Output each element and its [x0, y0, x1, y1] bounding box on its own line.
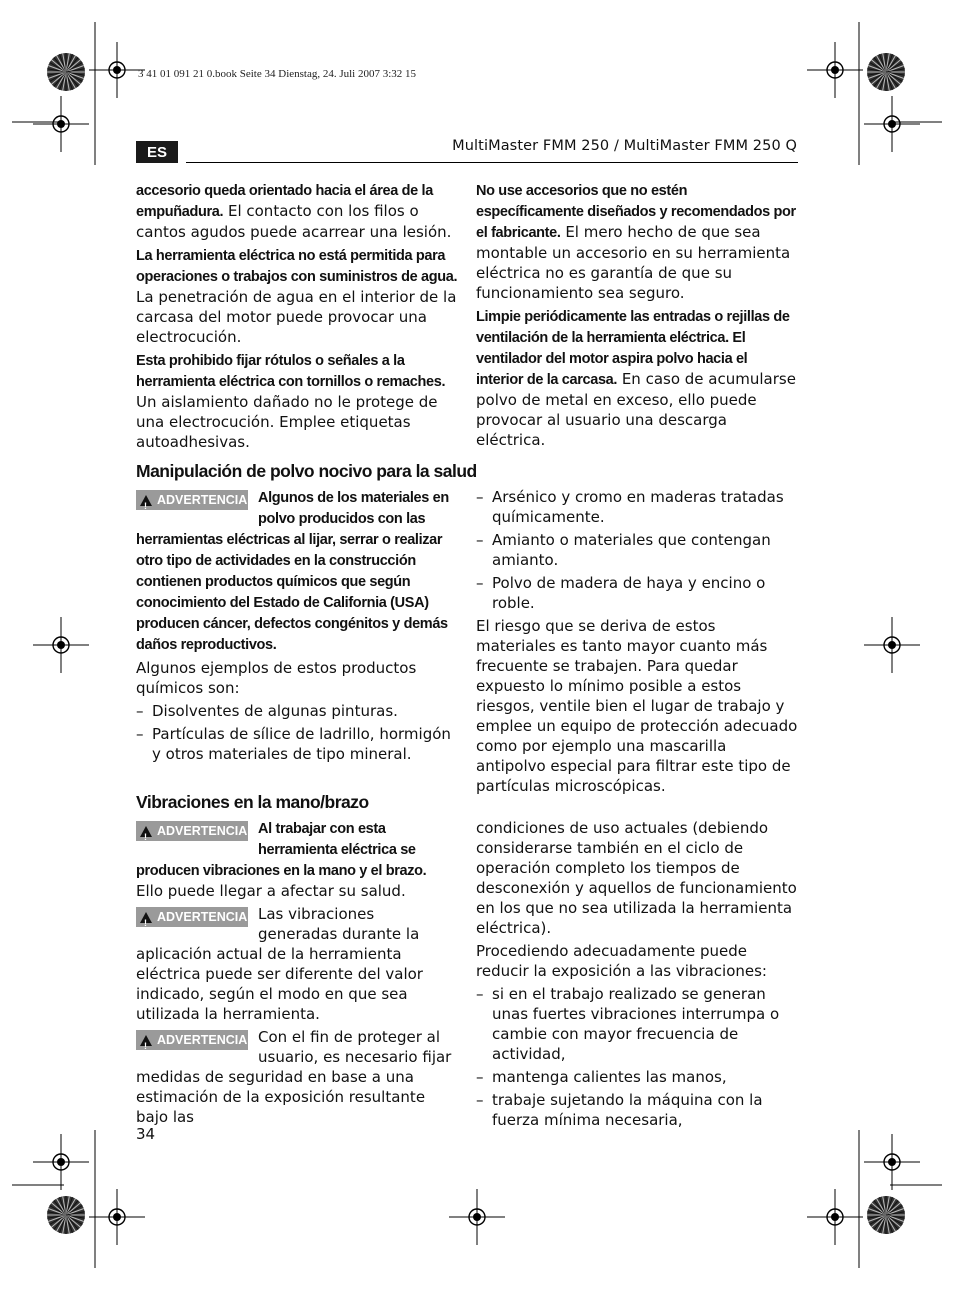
bold-text: accesorio queda orientado hacia el área de la empuñadura.	[136, 183, 433, 220]
body-text: El contacto con los filos o cantos agudos puede acarrear una lesión.	[136, 202, 452, 241]
registration-mark-icon	[864, 96, 920, 152]
paragraph	[136, 245, 460, 347]
warning-label: ADVERTENCIA	[157, 824, 248, 838]
body-text: Un aislamiento dañado no le protege de una electrocución. Emplee etiquetas autoadhesivas.	[136, 393, 438, 451]
warning-paragraph	[136, 487, 458, 655]
warning-paragraph	[136, 818, 458, 901]
top-right-column	[476, 180, 798, 453]
list-item: – trabaje sujetando la máquina con la fuerza mínima necesaria,	[476, 1090, 798, 1130]
registration-mark-icon	[449, 1189, 505, 1245]
section-heading-vibration: Vibraciones en la mano/brazo	[136, 792, 369, 812]
body-text: Las vibraciones generadas durante la aplicación actual de la herramienta eléctrica puede ser diferente del valor indicado, según el modo en que sea utilizada la herramienta.	[136, 905, 423, 1023]
registration-mark-icon	[33, 1134, 89, 1190]
top-left-column	[136, 180, 460, 455]
warning-badge	[136, 907, 248, 927]
body-text: Ello puede llegar a afectar su salud.	[136, 882, 406, 900]
dust-left-column	[136, 487, 458, 767]
color-bar-starburst-icon	[867, 53, 905, 91]
warning-triangle-icon	[140, 495, 152, 506]
body-text: En caso de acumularse polvo de metal en exceso, ello puede provocar al usuario una descarga eléctrica.	[476, 370, 796, 449]
language-tag: ES	[136, 141, 178, 163]
vibration-list	[476, 984, 798, 1130]
paragraph	[136, 350, 460, 452]
dust-right-column	[476, 487, 798, 799]
warning-triangle-icon	[140, 1035, 152, 1046]
list-item: – si en el trabajo realizado se generan unas fuertes vibraciones interrumpa o cambie con mayor frecuencia de actividad,	[476, 984, 798, 1064]
color-bar-starburst-icon	[867, 1196, 905, 1234]
color-bar-starburst-icon	[47, 1196, 85, 1234]
paragraph	[476, 306, 798, 450]
body-text: El mero hecho de que sea montable un accesorio en su herramienta eléctrica no es garantía de que su funcionamiento sea seguro.	[476, 223, 791, 302]
warning-triangle-icon	[140, 912, 152, 923]
warning-paragraph	[136, 1027, 458, 1127]
registration-mark-icon	[864, 1134, 920, 1190]
registration-mark-icon	[89, 42, 145, 98]
slug-line: 3 41 01 091 21 0.book Seite 34 Dienstag, 24. Juli 2007 3:32 15	[138, 68, 417, 80]
warning-badge	[136, 490, 248, 510]
vibration-right-column	[476, 818, 798, 1133]
warning-triangle-icon	[140, 826, 152, 837]
warning-paragraph	[136, 904, 458, 1024]
list-item: – Amianto o materiales que contengan amianto.	[476, 530, 798, 570]
list-item: – mantenga calientes las manos,	[476, 1067, 798, 1087]
registration-mark-icon	[33, 617, 89, 673]
registration-mark-icon	[807, 42, 863, 98]
bold-text: Algunos de los materiales en polvo producidos con las herramientas eléctricas al lijar, serrar o realizar otro tipo de actividades en la construcción contienen productos químicos que según conocimiento del Estado de California (USA) producen cáncer, defectos congénitos y demás daños reproductivos.	[136, 490, 449, 653]
bold-text: Limpie periódicamente las entradas o rejillas de ventilación de la herramienta eléctrica. El ventilador del motor aspira polvo hacia el interior de la carcasa.	[476, 309, 790, 388]
vibration-left-column	[136, 818, 458, 1130]
section-heading-dust: Manipulación de polvo nocivo para la salud	[136, 461, 477, 481]
header-rule	[186, 162, 798, 163]
warning-badge	[136, 821, 248, 841]
bold-text: No use accesorios que no estén específicamente diseñados y recomendados por el fabricante.	[476, 183, 796, 241]
page-number: 34	[136, 1125, 156, 1143]
running-header: MultiMaster FMM 250 / MultiMaster FMM 250 Q	[452, 138, 797, 154]
warning-label: ADVERTENCIA	[157, 910, 248, 924]
list-item: – Partículas de sílice de ladrillo, hormigón y otros materiales de tipo mineral.	[136, 724, 458, 764]
paragraph: condiciones de uso actuales (debiendo considerarse también en el ciclo de operación completo los tiempos de desconexión y aquellos de funcionamiento en los que no sea utilizada la herramienta eléctrica).	[476, 819, 797, 937]
paragraph: El riesgo que se deriva de estos materiales es tanto mayor cuanto más frecuente se trabajen. Para quedar expuesto lo mínimo posible a estos riesgos, ventile bien el lugar de trabajo y emplee un equipo de protección adecuado como por ejemplo una mascarilla antipolvo especial para filtrar este tipo de partículas microscópicas.	[476, 617, 798, 795]
body-text: Con el fin de proteger al usuario, es necesario fijar medidas de seguridad en base a una estimación de la exposición resultante bajo las	[136, 1028, 452, 1126]
bold-text: Esta prohibido fijar rótulos o señales a la herramienta eléctrica con tornillos o remaches.	[136, 353, 446, 390]
registration-mark-icon	[807, 1189, 863, 1245]
color-bar-starburst-icon	[47, 53, 85, 91]
list-item: – Arsénico y cromo en maderas tratadas químicamente.	[476, 487, 798, 527]
paragraph: Procediendo adecuadamente puede reducir la exposición a las vibraciones:	[476, 942, 767, 980]
warning-badge	[136, 1030, 248, 1050]
registration-mark-icon	[33, 96, 89, 152]
warning-label: ADVERTENCIA	[157, 1033, 248, 1047]
list-item: – Polvo de madera de haya y encino o roble.	[476, 573, 798, 613]
registration-mark-icon	[89, 1189, 145, 1245]
bold-text: Al trabajar con esta herramienta eléctrica se producen vibraciones en la mano y el brazo.	[136, 821, 427, 879]
dust-list-left	[136, 701, 458, 764]
dust-list-right	[476, 487, 798, 613]
bold-text: La herramienta eléctrica no está permitida para operaciones o trabajos con suministros de agua.	[136, 248, 458, 285]
body-text: La penetración de agua en el interior de la carcasa del motor puede provocar una electrocución.	[136, 288, 457, 346]
paragraph	[136, 180, 460, 242]
warning-label: ADVERTENCIA	[157, 493, 248, 507]
registration-mark-icon	[864, 617, 920, 673]
paragraph	[476, 180, 798, 303]
paragraph: Algunos ejemplos de estos productos químicos son:	[136, 659, 417, 697]
list-item: – Disolventes de algunas pinturas.	[136, 701, 458, 721]
